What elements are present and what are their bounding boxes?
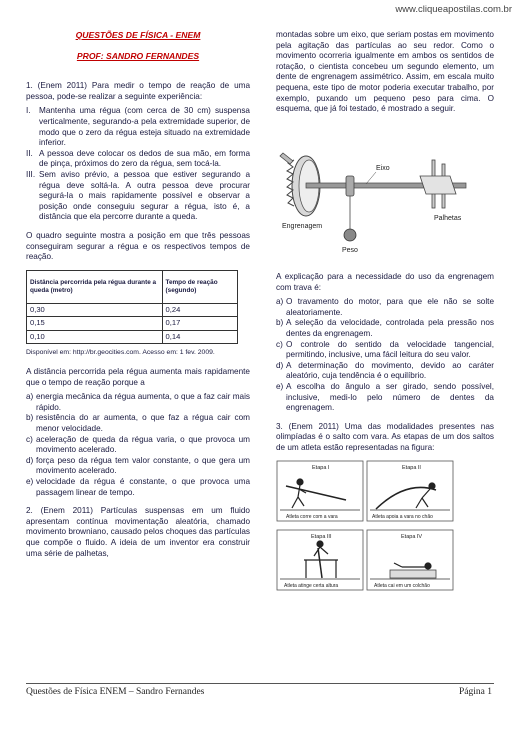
table-source: Disponível em: http://br.geocities.com. Acesso em: 1 fev. 2009. [26, 349, 215, 357]
table-row [27, 317, 238, 331]
option-text: força peso da régua tem valor constante, o que gera um movimento acelerado. [36, 455, 250, 476]
option-text: aceleração de queda da régua varia, o que provoca um movimento acelerado. [36, 434, 250, 455]
option-item [26, 413, 250, 434]
option-mark: e) [276, 381, 284, 391]
stage-2-caption: Atleta apoia a vara no chão [372, 513, 433, 520]
step-text: Sem aviso prévio, a pessoa que estiver segurando a régua deve soltá-la. A outra pessoa deve procurar segurá-la o mais rapidamente possível e observar a posição onde conseguiu segurar a régua, isto é, a distância que ela percorre durante a queda. [39, 169, 250, 222]
question-2-options [276, 297, 494, 414]
option-mark: b) [276, 318, 284, 328]
option-item [276, 382, 494, 414]
option-item [276, 318, 494, 339]
site-url[interactable]: www.cliqueapostilas.com.br [395, 4, 512, 15]
pulley-shape [346, 176, 354, 196]
table-cell: 0,30 [27, 303, 163, 317]
option-text: A determinação do movimento, devido ao caráter aleatório, cuja tendência é o equilíbrio. [286, 360, 494, 381]
option-text: O travamento do motor, para que ele não se solte aleatoriamente. [286, 297, 494, 317]
blades-shape [420, 160, 456, 208]
question-1-steps [26, 106, 250, 223]
option-mark: d) [276, 360, 284, 370]
step-mark: I. [26, 106, 31, 116]
table-cell: 0,14 [162, 330, 237, 344]
option-mark: a) [26, 392, 34, 402]
option-item [26, 477, 250, 498]
pawl-shape [280, 153, 293, 164]
question-3-intro: 3. (Enem 2011) Uma das modalidades presentes nas olimpíadas é o salto com vara. As etapas de um dos saltos de um atleta estão representadas na figura: [276, 421, 494, 452]
option-text: A escolha do ângulo a ser girado, sendo possível, inclusive, medi-lo pelo número de dentes da engrenagem. [286, 381, 494, 413]
weight-shape [344, 229, 356, 241]
option-item [26, 392, 250, 413]
table-row [27, 303, 238, 317]
table-header-time: Tempo de reação (segundo) [162, 270, 237, 303]
step-text: Mantenha uma régua (com cerca de 30 cm) suspensa verticalmente, segurando-a pela extremidade superior, de modo que o zero da régua esteja situado na extremidade inferior. [39, 106, 250, 148]
figure-label-weight: Peso [342, 247, 358, 254]
option-text: resistência do ar aumenta, o que faz a régua cair com menor velocidade. [36, 413, 250, 434]
table-cell: 0,15 [27, 317, 163, 331]
option-mark: d) [26, 455, 34, 465]
author-line: PROF: SANDRO FERNANDES [76, 50, 200, 61]
right-column [276, 30, 494, 592]
option-item [276, 361, 494, 382]
table-cell: 0,17 [162, 317, 237, 331]
question-2-intro: 2. (Enem 2011) Partículas suspensas em um fluido apresentam contínua movimentação aleatória, chamado movimento browniano, causado pelos choques das partículas que compõe o fluido. A ideia de um inventor era construir uma série de palhetas, [26, 506, 250, 558]
option-item [276, 340, 494, 361]
stage-2-title: Etapa II [402, 464, 421, 471]
step-mark: II. [26, 148, 33, 158]
option-mark: a) [276, 297, 284, 307]
stage-3-title: Etapa III [311, 533, 332, 540]
table-cell: 0,24 [162, 303, 237, 317]
option-mark: c) [276, 339, 283, 349]
page-title: QUESTÕES DE FÍSICA - ENEM [75, 30, 201, 40]
page-number: Página 1 [459, 687, 492, 697]
option-item [276, 297, 494, 318]
table-header-distance: Distância percorrida pela régua durante a queda (metro) [27, 270, 163, 303]
stage-4-caption: Atleta cai em um colchão [374, 582, 430, 589]
step-item [26, 170, 250, 223]
stage-1-title: Etapa I [312, 464, 330, 471]
option-item [26, 435, 250, 456]
figure-label-blades: Palhetas [434, 215, 462, 222]
reaction-table [26, 270, 238, 345]
stage-4-title: Etapa IV [401, 533, 423, 540]
option-mark: e) [26, 477, 34, 486]
option-item [26, 456, 250, 477]
step-mark: III. [26, 169, 36, 179]
table-header-row [27, 270, 238, 303]
question-1-options [26, 392, 250, 498]
brownian-motor-figure [276, 142, 494, 266]
pole-vault-figure [276, 460, 494, 592]
step-item [26, 149, 250, 170]
stage-3-caption: Atleta atinge certa altura [284, 582, 339, 589]
option-mark: c) [26, 434, 33, 444]
left-column [26, 30, 250, 570]
step-text: A pessoa deve colocar os dedos de sua mão, em forma de pinça, próximos do zero da régua, sem tocá-la. [39, 148, 250, 169]
option-text: velocidade da régua é constante, o que provoca uma passagem linear de tempo. [36, 477, 250, 497]
question-2-continuation: montadas sobre um eixo, que seriam postas em movimento pela agitação das partículas ao seu redor. Como o movimento ocorreria igualmente em ambos os sentidos de rotação, o cientista concebeu um segundo elemento, um dente de engrenagem assimétrico. Assim, em escala muito pequena, este tipo de motor poderia executar trabalho, por exemplo, puxando um pequeno peso para cima. O esquema, que já foi testado, é mostrado a seguir. [276, 30, 494, 114]
footer-divider [26, 683, 494, 684]
figure-label-gear: Engrenagem [282, 223, 323, 230]
table-row [27, 330, 238, 344]
option-text: A seleção da velocidade, controlada pela pressão nos dentes da engrenagem. [286, 318, 494, 338]
question-1-intro: 1. (Enem 2011) Para medir o tempo de reação de uma pessoa, pode-se realizar a seguinte experiência: [26, 81, 250, 101]
option-text: energia mecânica da régua aumenta, o que a faz cair mais rápido. [36, 392, 250, 412]
figure-label-axis: Eixo [376, 165, 390, 172]
option-mark: b) [26, 413, 34, 423]
step-item [26, 106, 250, 148]
question-1-prompt: A distância percorrida pela régua aumenta mais rapidamente que o tempo de reação porque a [26, 367, 250, 387]
table-intro: O quadro seguinte mostra a posição em que três pessoas conseguiram segurar a régua e os respectivos tempos de reação. [26, 230, 250, 262]
table-cell: 0,10 [27, 330, 163, 344]
option-text: O controle do sentido da velocidade tangencial, permitindo, inclusive, uma fácil leitura do seu valor. [286, 339, 494, 360]
footer-title: Questões de Física ENEM – Sandro Fernandes [26, 687, 205, 697]
stage-1-caption: Atleta corre com a vara [286, 513, 338, 520]
question-2-prompt: A explicação para a necessidade do uso da engrenagem com trava é: [276, 272, 494, 292]
